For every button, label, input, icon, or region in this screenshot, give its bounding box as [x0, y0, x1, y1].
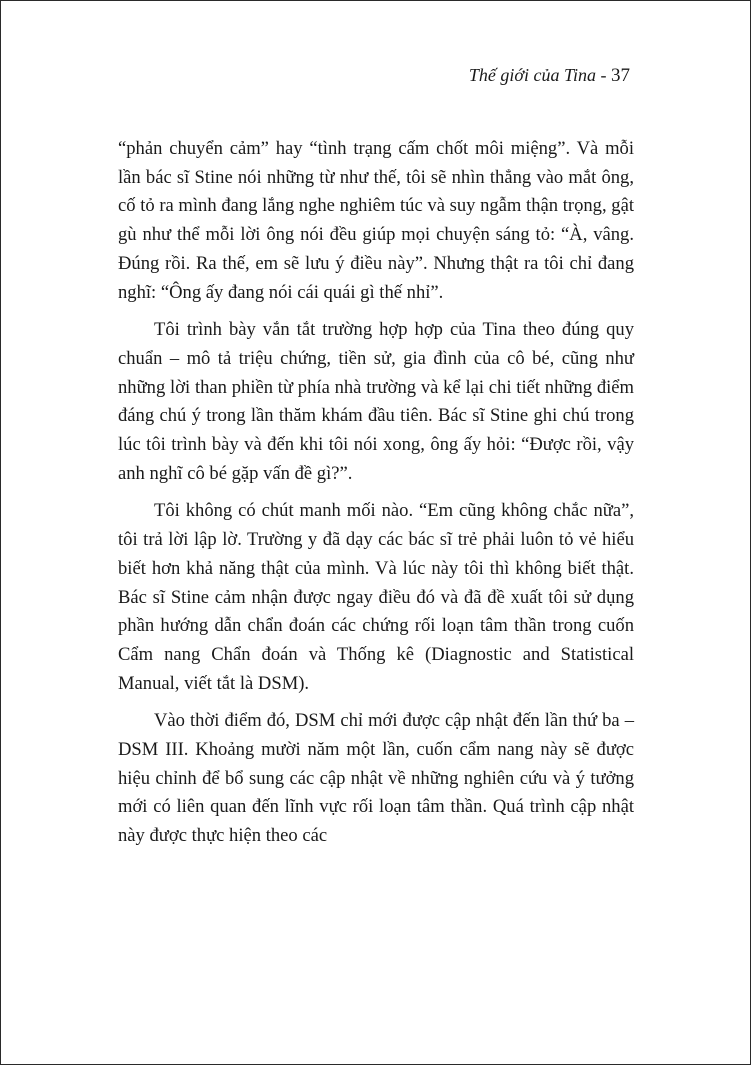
- paragraph: Vào thời điểm đó, DSM chỉ mới được cập nhật đến lần thứ ba – DSM III. Khoảng mười năm một lần, cuốn cẩm nang này sẽ được hiệu chỉnh để bổ sung các cập nhật về những nghiên cứu và ý tưởng mới có liên quan đến lĩnh vực rối loạn tâm thần. Quá trình cập nhật này được thực hiện theo các: [118, 710, 634, 847]
- paragraph: Tôi trình bày vắn tắt trường hợp hợp của Tina theo đúng quy chuẩn – mô tả triệu chứng, tiền sử, gia đình của cô bé, cũng như những lời than phiền từ phía nhà trường và kể lại chi tiết những điểm đáng chú ý trong lần thăm khám đầu tiên. Bác sĩ Stine ghi chú trong lúc tôi trình bày và đến khi tôi nói xong, ông ấy hỏi: “Được rồi, vậy anh nghĩ cô bé gặp vấn đề gì?”.: [118, 319, 634, 484]
- running-header: [469, 65, 630, 87]
- page-number: 37: [611, 65, 630, 86]
- header-separator: -: [596, 65, 611, 85]
- paragraph-continued: “phản chuyển cảm” hay “tình trạng cấm chốt môi miệng”. Và mỗi lần bác sĩ Stine nói những từ như thế, tôi sẽ nhìn thẳng vào mắt ông, cố tỏ ra mình đang lắng nghe nghiêm túc và suy ngẫm thận trọng, gật gù như thể mỗi lời ông nói đều giúp mọi chuyện sáng tỏ: “À, vâng. Đúng rồi. Ra thế, em sẽ lưu ý điều này”. Nhưng thật ra tôi chỉ đang nghĩ: “Ông ấy đang nói cái quái gì thế nhỉ”.: [118, 138, 634, 303]
- book-title: Thế giới của Tina: [468, 65, 596, 85]
- paragraph: Tôi không có chút manh mối nào. “Em cũng không chắc nữa”, tôi trả lời lập lờ. Trường y đã dạy các bác sĩ trẻ phải luôn tỏ vẻ hiểu biết hơn khả năng thật của mình. Và lúc này tôi thì không biết thật. Bác sĩ Stine cảm nhận được ngay điều đó và đã đề xuất tôi sử dụng phần hướng dẫn chẩn đoán các chứng rối loạn tâm thần trong cuốn Cẩm nang Chẩn đoán và Thống kê (Diagnostic and Statistical Manual, viết tắt là DSM).: [118, 500, 634, 694]
- body-text: [118, 135, 634, 860]
